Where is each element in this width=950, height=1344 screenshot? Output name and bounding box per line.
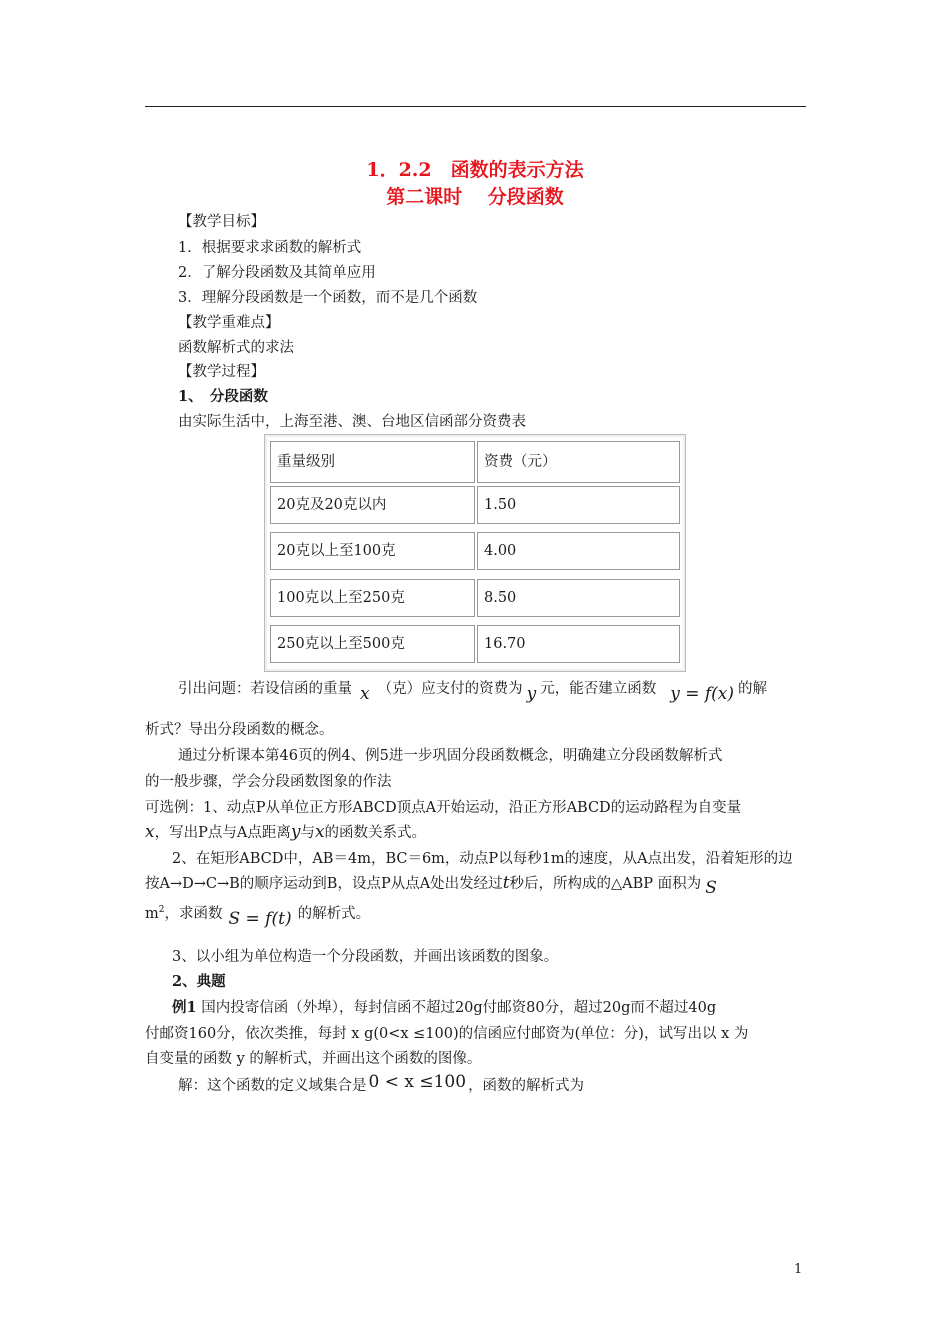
math-S: S xyxy=(705,878,717,898)
text-run: 按A→D→C→B的顺序运动到B，设点P从点A处出发经过 xyxy=(145,876,503,892)
solution-text xyxy=(178,1072,585,1096)
example-problem-cont: 付邮资160分，依次类推，每封 x g(0<x ≤100)的信函应付邮资为(单位：分)，试写出以 x 为 xyxy=(145,1026,749,1042)
table-cell: 8.50 xyxy=(477,579,680,617)
text-run: 的解析式。 xyxy=(297,905,371,922)
table-cell: 16.70 xyxy=(477,625,680,663)
key-heading: 【教学重难点】 xyxy=(178,315,280,331)
table-cell: 20克及20克以内 xyxy=(270,486,475,524)
goal-1: 1．根据要求求函数的解析式 xyxy=(178,240,362,256)
text-run: m xyxy=(145,905,159,922)
table-cell: 100克以上至250克 xyxy=(270,579,475,617)
question-paragraph-cont: 析式？导出分段函数的概念。 xyxy=(145,722,334,738)
postage-table xyxy=(264,434,686,672)
question-paragraph xyxy=(178,678,768,704)
goal-2: 2．了解分段函数及其简单应用 xyxy=(178,265,376,281)
text-run: 的函数关系式。 xyxy=(324,825,427,841)
table-cell: 250克以上至500克 xyxy=(270,625,475,663)
example-2-text-cont-2 xyxy=(145,900,371,929)
process-heading: 【教学过程】 xyxy=(178,364,265,380)
text-run: 的解 xyxy=(738,681,768,697)
key-text: 函数解析式的求法 xyxy=(178,340,294,356)
table-cell: 20克以上至100克 xyxy=(270,532,475,570)
math-function: y = f(x) xyxy=(670,684,735,704)
page-title: 1．2.2 函数的表示方法 xyxy=(366,159,584,181)
table-intro: 由实际生活中，上海至港、澳、台地区信函部分资费表 xyxy=(178,414,526,430)
table-cell: 1.50 xyxy=(477,486,680,524)
example-2-text: 2、在矩形ABCD中，AB＝4m，BC＝6m，动点P以每秒1m的速度，从A点出发，沿着矩形的边 xyxy=(172,851,793,867)
math-x: x xyxy=(145,822,155,842)
page-number: 1 xyxy=(794,1262,803,1277)
example-3-text: 3、以小组为单位构造一个分段函数，并画出该函数的图象。 xyxy=(172,949,559,965)
example-1-text: 可选例：1、动点P从单位正方形ABCD顶点A开始运动，沿正方形ABCD的运动路程为自变量 xyxy=(145,800,742,816)
example-2-text-cont xyxy=(145,873,717,898)
table-cell: 4.00 xyxy=(477,532,680,570)
section-2-heading: 2、典题 xyxy=(172,973,226,990)
math-x: x xyxy=(360,684,370,704)
goal-3: 3．理解分段函数是一个函数，而不是几个函数 xyxy=(178,290,478,306)
text-run: 引出问题：若设信函的重量 xyxy=(178,681,352,697)
example-1-text-cont xyxy=(145,822,426,843)
math-function: S = f(t) xyxy=(228,908,292,929)
goals-heading: 【教学目标】 xyxy=(178,214,265,230)
text-run: 与 xyxy=(300,825,315,841)
section-1-heading: 1、 分段函数 xyxy=(178,388,268,405)
text-run: 元，能否建立函数 xyxy=(540,681,657,697)
text-run: ，函数的解析式为 xyxy=(468,1078,585,1094)
text-run: 解：这个函数的定义域集合是 xyxy=(178,1078,367,1094)
analysis-paragraph-cont: 的一般步骤，学会分段函数图象的作法 xyxy=(145,774,392,790)
math-y: y xyxy=(290,822,301,842)
math-x: x xyxy=(314,822,325,842)
superscript: 2 xyxy=(158,905,165,915)
header-rule xyxy=(145,106,806,107)
math-t: t xyxy=(502,873,510,893)
analysis-paragraph: 通过分析课本第46页的例4、例5进一步巩固分段函数概念，明确建立分段函数解析式 xyxy=(178,748,723,764)
text-run: ，求函数 xyxy=(164,905,223,922)
text-run: 秒后，所构成的△ABP 面积为 xyxy=(509,876,702,892)
page-subtitle: 第二课时 分段函数 xyxy=(386,186,564,208)
table-header-fee: 资费（元） xyxy=(477,441,680,483)
text-run: （克）应支付的资费为 xyxy=(377,681,523,697)
math-domain: 0 < x ≤100 xyxy=(368,1072,467,1092)
table-header-weight: 重量级别 xyxy=(270,441,475,483)
math-y: y xyxy=(526,684,537,704)
example-problem-cont-2: 自变量的函数 y 的解析式，并画出这个函数的图像。 xyxy=(145,1051,482,1067)
example-problem xyxy=(172,998,716,1018)
example-label: 例1 xyxy=(172,999,197,1016)
text-run: ，写出P点与A点距离 xyxy=(154,825,291,841)
text-run: 国内投寄信函（外埠），每封信函不超过20g付邮资80分，超过20g而不超过40g xyxy=(196,1000,717,1016)
